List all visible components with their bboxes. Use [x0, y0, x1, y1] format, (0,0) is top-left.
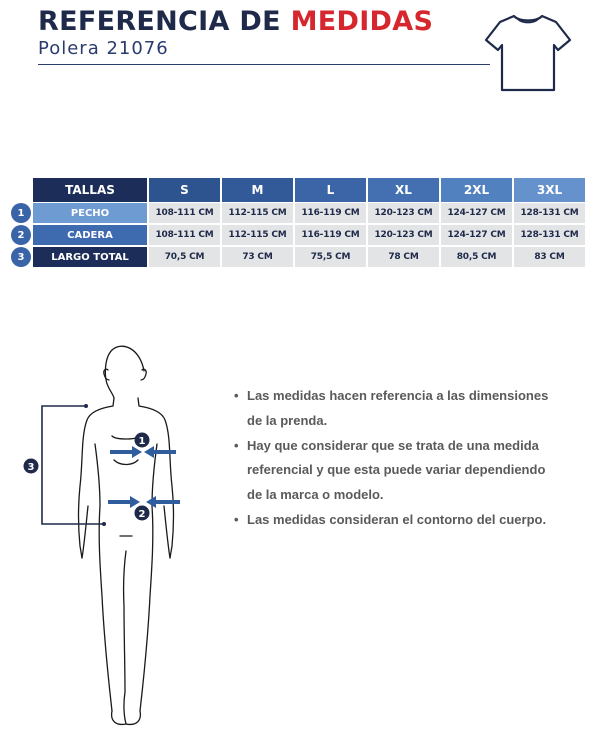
- marker-3: [24, 459, 39, 474]
- table-cell: 116-119 CM: [295, 225, 366, 245]
- body-silhouette: [20, 336, 210, 734]
- page-title: [38, 6, 433, 37]
- table-cell: 108-111 CM: [149, 225, 220, 245]
- row-index-badge: 1: [11, 203, 31, 223]
- row-index-badge: 2: [11, 225, 31, 245]
- table-cell: 124-127 CM: [441, 225, 512, 245]
- table-cell: 75,5 CM: [295, 247, 366, 267]
- header-cell-size: 3XL: [514, 178, 585, 202]
- row-label: LARGO TOTAL: [33, 247, 147, 267]
- row-label: PECHO: [33, 203, 147, 223]
- marker-1: [135, 433, 150, 448]
- table-cell: 83 CM: [514, 247, 585, 267]
- title-accent: MEDIDAS: [290, 6, 434, 37]
- note-item: • Hay que considerar que se trata de una medida referencial y que esta puede variar dependiendo de la marca o modelo.: [234, 434, 564, 508]
- table-cell: 120-123 CM: [368, 203, 439, 223]
- table-cell: 108-111 CM: [149, 203, 220, 223]
- table-cell: 80,5 CM: [441, 247, 512, 267]
- table-cell: 112-115 CM: [222, 225, 293, 245]
- notes-list: [234, 384, 564, 533]
- row-label: CADERA: [33, 225, 147, 245]
- table-cell: 124-127 CM: [441, 203, 512, 223]
- note-item: • Las medidas consideran el contorno del cuerpo.: [234, 508, 564, 533]
- length-bracket: [42, 406, 104, 524]
- note-item: • Las medidas hacen referencia a las dimensiones de la prenda.: [234, 384, 564, 433]
- row-index-badge: 3: [11, 247, 31, 267]
- header-divider: [38, 64, 490, 65]
- title-part-1: REFERENCIA DE: [38, 6, 291, 37]
- header-cell-size: 2XL: [441, 178, 512, 202]
- table-cell: 78 CM: [368, 247, 439, 267]
- header-cell-size: S: [149, 178, 220, 202]
- table-cell: 70,5 CM: [149, 247, 220, 267]
- svg-text:2: 2: [138, 509, 146, 520]
- page-subtitle: Polera 21076: [38, 38, 169, 59]
- header-cell-size: L: [295, 178, 366, 202]
- table-cell: 116-119 CM: [295, 203, 366, 223]
- table-cell: 112-115 CM: [222, 203, 293, 223]
- header-cell-size: XL: [368, 178, 439, 202]
- table-cell: 120-123 CM: [368, 225, 439, 245]
- header-cell-tallas: TALLAS: [33, 178, 147, 202]
- tshirt-icon: [484, 10, 572, 94]
- measure-arrow-icon: [108, 446, 180, 508]
- marker-2: [135, 506, 150, 521]
- table-cell: 73 CM: [222, 247, 293, 267]
- table-cell: 128-131 CM: [514, 225, 585, 245]
- svg-text:1: 1: [138, 436, 146, 447]
- svg-text:3: 3: [27, 462, 35, 473]
- header-cell-size: M: [222, 178, 293, 202]
- table-cell: 128-131 CM: [514, 203, 585, 223]
